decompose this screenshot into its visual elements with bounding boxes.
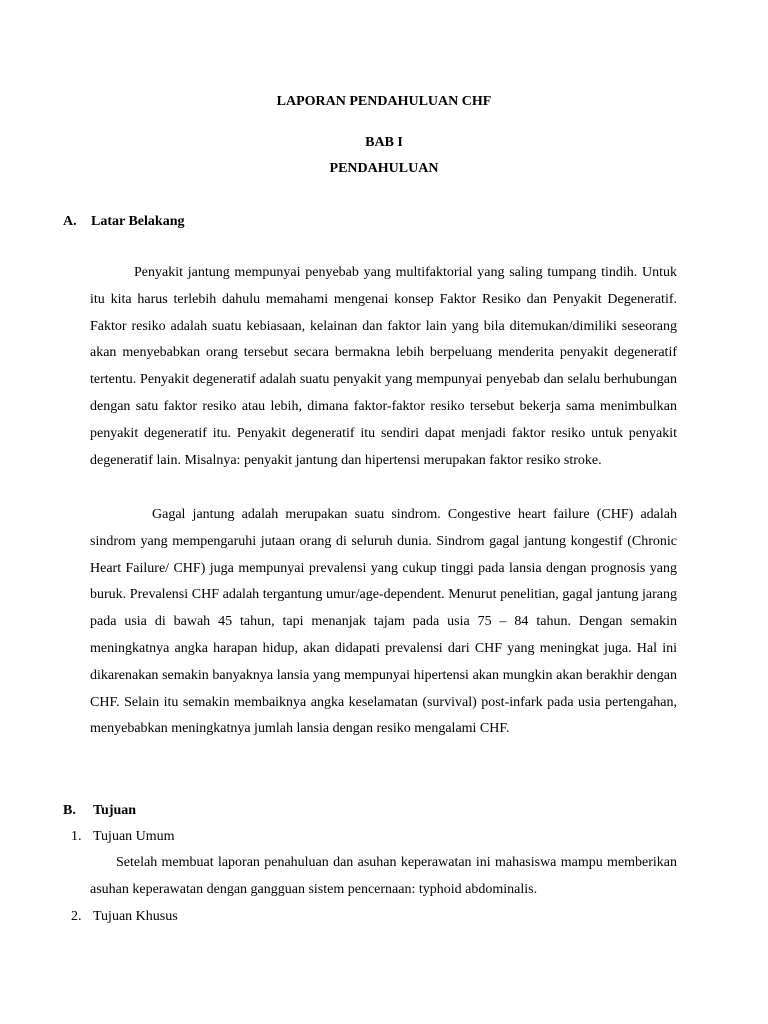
chapter-number: BAB I: [365, 135, 403, 150]
tujuan-item-2: [71, 907, 178, 927]
section-b-title: Tujuan: [93, 803, 137, 818]
section-a-title: Latar Belakang: [91, 214, 185, 229]
section-a-paragraph-2: Gagal jantung adalah merupakan suatu sindrom. Congestive heart failure (CHF) adalah sindrom yang mempengaruhi jutaan orang di seluruh dunia. Sindrom gagal jantung kongestif (Chronic Heart Failure/ CHF) juga mempunyai prevalensi yang cukup tinggi pada lansia dengan prognosis yang buruk. Prevalensi CHF adalah tergantung umur/age-dependent. Menurut penelitian, gagal jantung jarang pada usia di bawah 45 tahun, tapi menanjak tajam pada usia 75 – 84 tahun. Dengan semakin meningkatnya angka harapan hidup, akan didapati prevalensi dari CHF yang meningkat juga. Hal ini dikarenakan semakin banyaknya lansia yang mempunyai hipertensi akan mungkin akan berakhir dengan CHF. Selain itu semakin membaiknya angka keselamatan (survival) post-infark pada usia pertengahan, menyebabkan meningkatnya jumlah lansia dengan resiko mengalami CHF.: [90, 507, 677, 737]
section-a-paragraph-1: Penyakit jantung mempunyai penyebab yang multifaktorial yang saling tumpang tindih. Untuk itu kita harus terlebih dahulu memahami mengenai konsep Faktor Resiko dan Penyakit Degeneratif. Faktor resiko adalah suatu kebiasaan, kelainan dan faktor lain yang bila ditemukan/dimiliki seseorang akan menyebabkan orang tersebut secara bermakna lebih berpeluang menderita penyakit degeneratif tertentu. Penyakit degeneratif adalah suatu penyakit yang mempunyai penyebab dan selalu berhubungan dengan satu faktor resiko atau lebih, dimana faktor-faktor resiko tersebut bekerja sama menimbulkan penyakit degeneratif itu. Penyakit degeneratif itu sendiri dapat menjadi faktor resiko untuk penyakit degeneratif lain. Misalnya: penyakit jantung dan hipertensi merupakan faktor resiko stroke.: [90, 265, 677, 468]
tujuan-item-2-label: Tujuan Khusus: [93, 909, 178, 924]
document-title: LAPORAN PENDAHULUAN CHF: [276, 94, 492, 109]
tujuan-umum-paragraph: Setelah membuat laporan penahuluan dan asuhan keperawatan ini mahasiswa mampu memberikan asuhan keperawatan dengan gangguan sistem pencernaan: typhoid abdominalis.: [90, 855, 677, 897]
tujuan-item-1-label: Tujuan Umum: [93, 829, 175, 844]
tujuan-item-2-number: 2.: [71, 909, 82, 924]
tujuan-item-1-number: 1.: [71, 829, 82, 844]
section-b-letter: B.: [63, 803, 76, 818]
tujuan-item-1: [71, 827, 175, 847]
chapter-title: PENDAHULUAN: [329, 161, 439, 176]
section-a-letter: A.: [63, 214, 77, 229]
section-a-heading: [63, 212, 184, 232]
section-b-heading: [63, 801, 136, 821]
